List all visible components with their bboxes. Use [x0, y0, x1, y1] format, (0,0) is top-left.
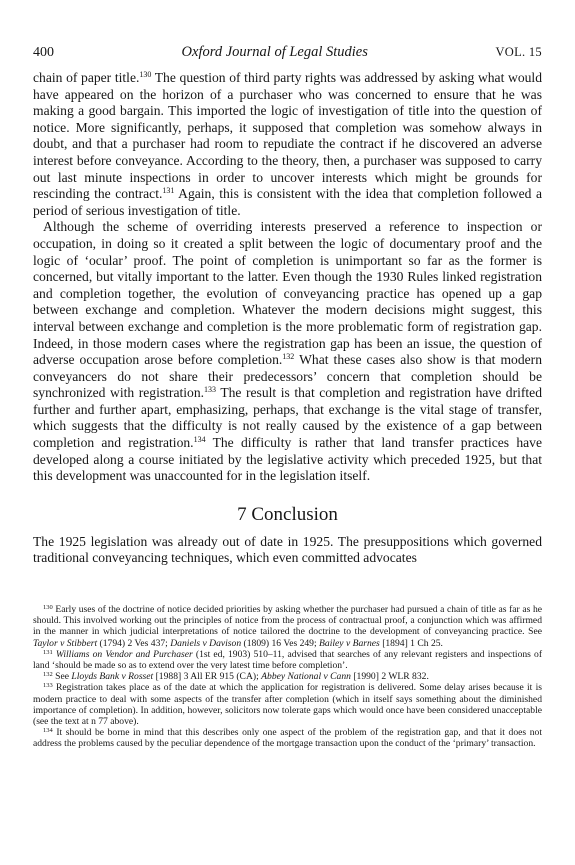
text-run: The question of third party rights was addressed by asking what would have appeared on the horizon of a purchaser who was concerned to ensure that he was making a good bargain. This imported the logic of investigation of title into the question of notice. More significantly, perhaps, it supposed that completion was somehow always in doubt, and that a purchaser had room to repudiate the contract if he discovered an adverse interest before conveyance. According to the theory, then, a purchaser was supposed to carry out last minute inspections in order to uncover interests which might be grounds for rescinding the contract. [33, 70, 542, 202]
text-run: (1794) 2 Ves 437; [97, 637, 171, 649]
italic-citation: Lloyds Bank v Rosset [71, 671, 154, 683]
text-run: See [52, 671, 72, 683]
paragraph-3 [33, 534, 542, 567]
page-number: 400 [33, 45, 54, 60]
journal-title: Oxford Journal of Legal Studies [181, 44, 368, 60]
italic-citation: Abbey National v Cann [261, 671, 351, 683]
text-run: chain of paper title. [33, 70, 140, 85]
main-text [33, 70, 542, 567]
footnote-ref: 130 [43, 604, 53, 611]
running-header [33, 44, 542, 62]
section-heading: 7 Conclusion [237, 503, 338, 525]
footnote-ref: 134 [43, 727, 53, 735]
text-run: Registration takes place as of the date at which the application for registration is delivered. Some delay arises because it is modern practice to deal with some aspects of the transfer after completion (which in itself says something about the diminished importance of completion). In addition, however, solicitors now tolerate gaps which would once have been considered unacceptable (see the text at n 77 above). [33, 682, 542, 728]
text-run: The result is that completion and registration have drifted further and further apart, emphasizing, perhaps, that exchange is the vital stage of transfer, which suggests that the difficulty is not really caused by the existence of a gap between completion and registration. [33, 385, 543, 451]
text-run: The difficulty is rather that land transfer practices have developed along a course initiated by the legislative activity which preceded 1925, but that this development was unaccounted for in the legislation itself. [33, 435, 542, 484]
footnote-ref: 133 [43, 682, 53, 690]
footnote-134 [33, 727, 542, 749]
paragraph-2 [33, 219, 542, 485]
footnote-132 [33, 671, 542, 682]
italic-citation: Daniels v Davison [170, 637, 242, 649]
text-run: [1894] 1 Ch 25. [379, 637, 443, 649]
footnote-ref: 132 [282, 352, 295, 362]
italic-citation: Taylor v Stibbert [33, 637, 98, 649]
text-run: (1st ed, 1903) 510–11, advised that searches of any relevant registers and inspections of land ‘should be made so as to extend over the very latest time before completion’. [33, 648, 543, 672]
text-run: It should be borne in mind that this describes only one aspect of the problem of the registration gap, and that it does not address the problems caused by the peculiar dependence of the mortgage transaction upon the conduct of the ‘primary’ transaction. [33, 727, 542, 750]
footnote-133 [33, 682, 542, 727]
text-run: The 1925 legislation was already out of date in 1925. The presuppositions which governed traditional conveyancing techniques, which even committed advocates [33, 533, 542, 566]
footnote-ref: 130 [139, 70, 152, 79]
text-run: Although the scheme of overriding interests preserved a reference to inspection or occupation, in doing so it created a split between the logic of documentary proof and the logic of ‘ocular’ proof. The point of completion is unimportant so far as the former is concerned, but vitally important to the latter. Even though the 1930 Rules linked registration and completion together, the evolution of conveyancing practice has opened up a gap between exchange and completion. Whatever the modern decisions might suggest, this interval between exchange and completion is the more problematic form of registration gap. Indeed, in those modern cases where the registration gap has been an issue, the question of adverse occupation arose before completion. [33, 219, 542, 368]
footnote-131 [33, 649, 542, 671]
footnotes [33, 604, 542, 750]
italic-citation: Bailey v Barnes [319, 637, 380, 649]
text-run: What these cases also show is that modern conveyancers do not share their predecessors’ concern that completion should be synchronized with registration. [33, 352, 542, 401]
text-run: [1990] 2 WLR 832. [350, 671, 429, 683]
text-run: [1988] 3 All ER 915 (CA); [153, 671, 262, 683]
volume-label: VOL. 15 [495, 45, 542, 59]
footnote-130 [33, 604, 542, 649]
footnote-ref: 131 [162, 186, 175, 196]
footnote-ref: 133 [204, 385, 217, 395]
footnote-ref: 134 [193, 435, 206, 445]
paragraph-1 [33, 70, 542, 219]
text-run: (1809) 16 Ves 249; [241, 637, 320, 649]
footnote-ref: 131 [43, 648, 53, 656]
text-run: Early uses of the doctrine of notice decided priorities by asking whether the purchaser had pursued a chain of title as far as he should. This involved working out the principles of notice from the process of contractual proof, a conjunction which was affirmed in the manner in which judicial interpretations of notice tailored the doctrine to the development of conveyancing practice. See [33, 604, 542, 638]
text-run: Again, this is consistent with the idea that completion followed a period of serious investigation of title. [33, 186, 542, 218]
italic-citation: Williams on Vendor and Purchaser [55, 648, 193, 660]
footnote-ref: 132 [43, 671, 53, 679]
